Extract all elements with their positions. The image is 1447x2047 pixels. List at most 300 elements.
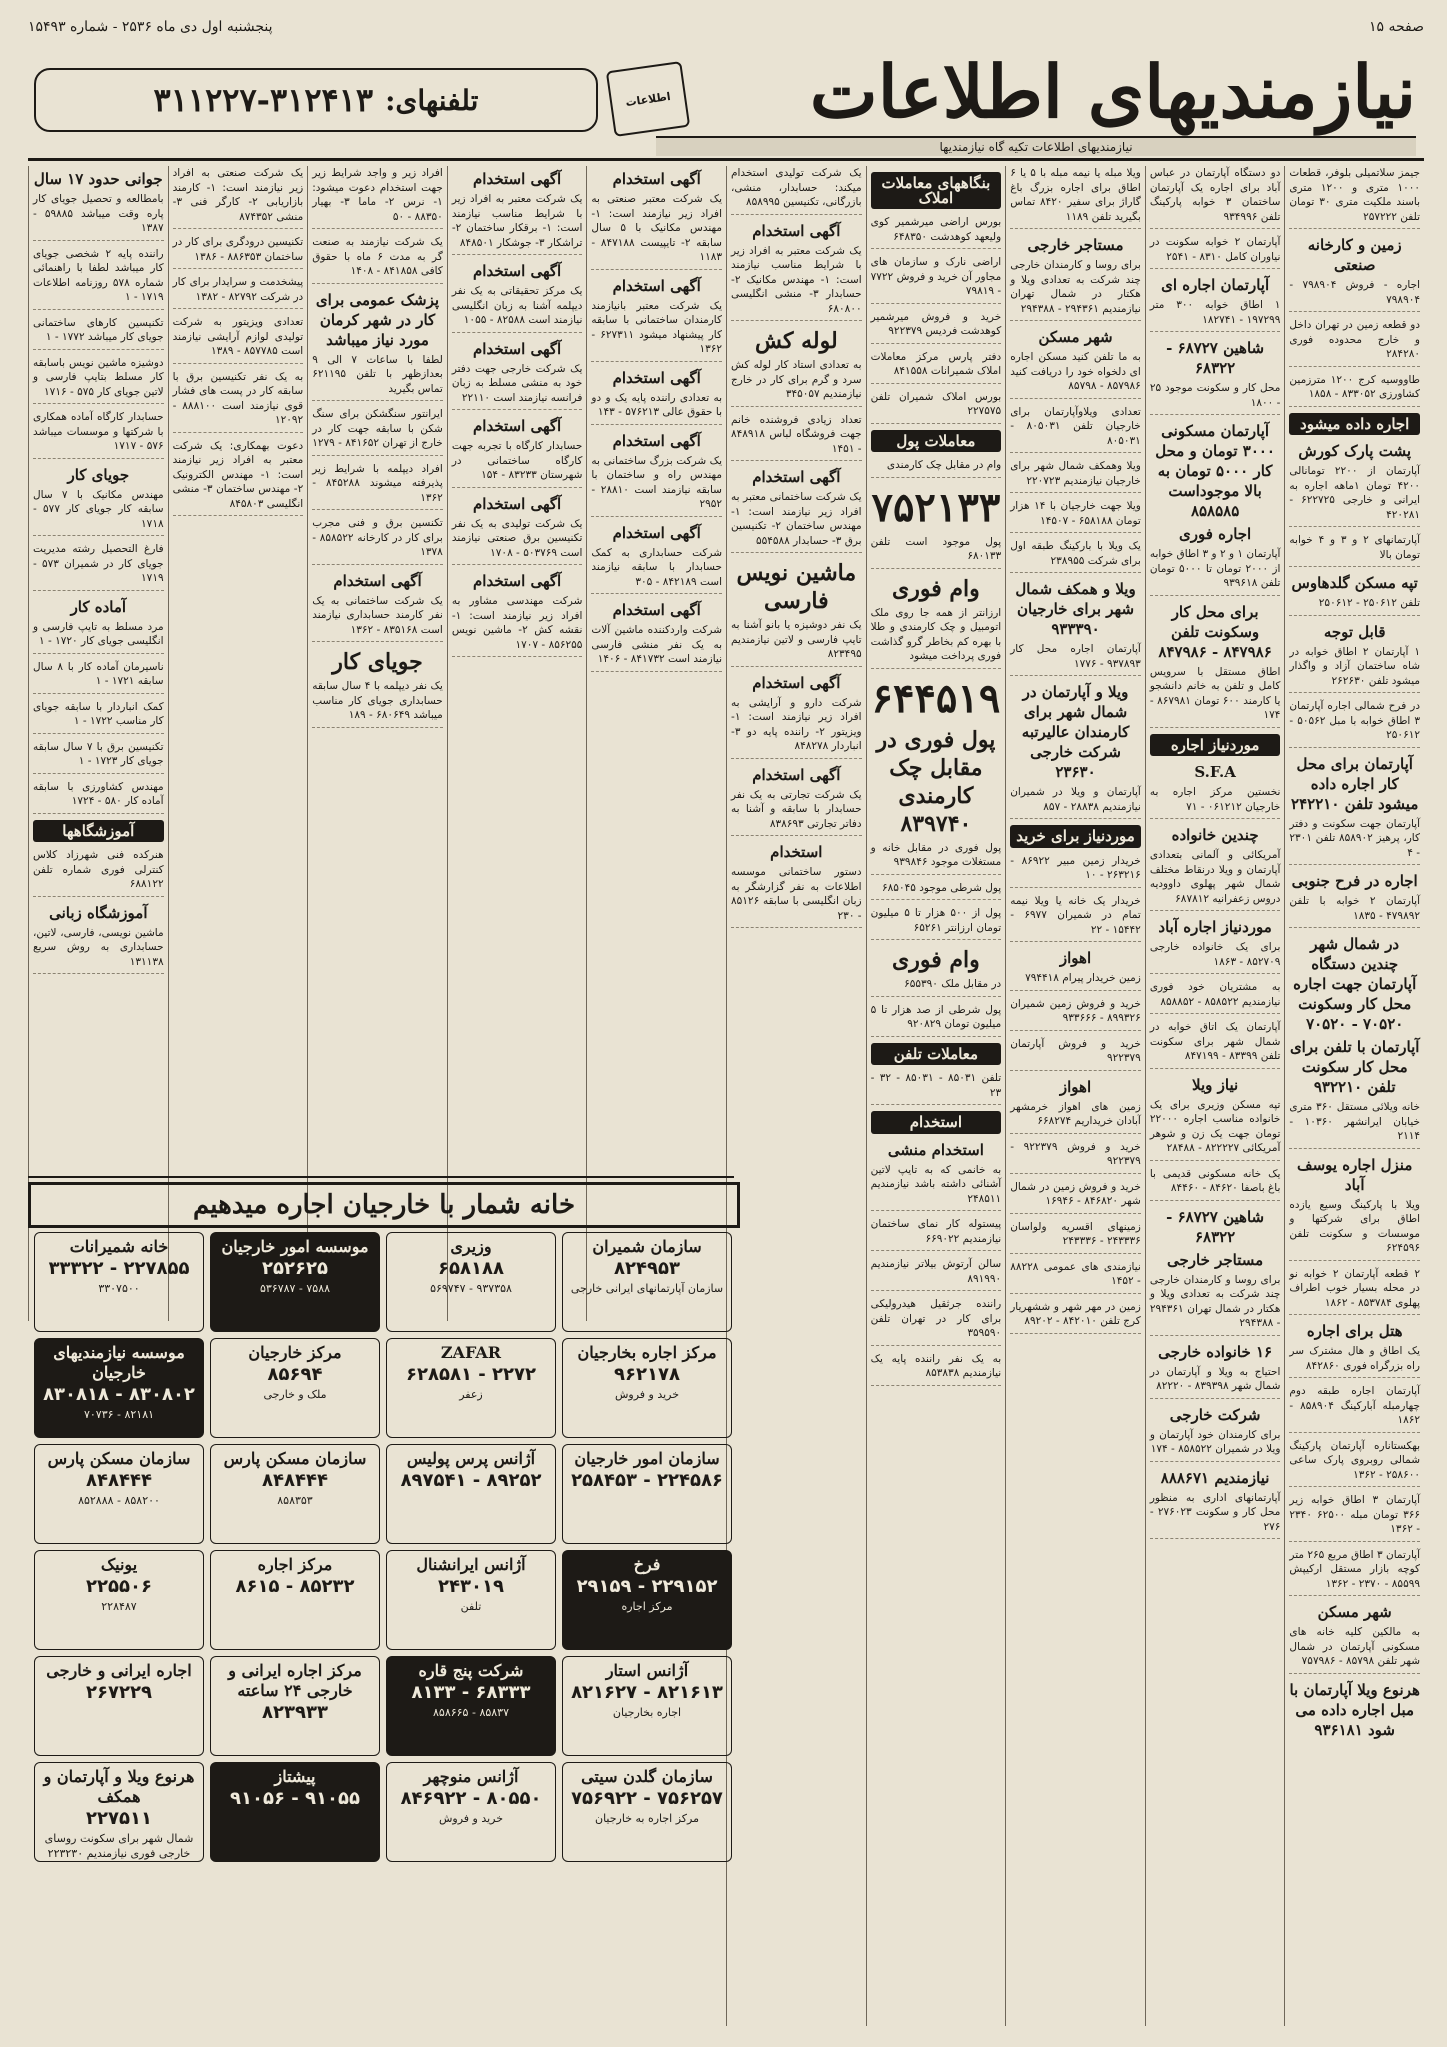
classified-ad: آپارتمان اجاره طبقه دوم چهارمبله آبارکینگ ۸۵۸۹۰۴ - ۱۸۶۲: [1289, 1384, 1420, 1433]
agency-note: تلفن: [460, 1600, 482, 1613]
ad-heading: نیاز ویلا: [1192, 1075, 1239, 1094]
agency-name: هرنوع ویلا و آپارتمان و همکف: [43, 1767, 195, 1806]
section-heading: اجاره داده میشود: [1289, 413, 1420, 436]
agency-tel: ۹۱۰۵۵ - ۹۱۰۵۶: [230, 1788, 360, 1809]
classified-ad: سالن آرتوش بیلاتر نیازمندیم ۸۹۱۹۹۰: [871, 1257, 1002, 1291]
agency-tel: ۸۹۲۵۲ - ۸۹۷۵۴۱: [400, 1470, 542, 1491]
issue-date: پنجشنبه اول دی ماه ۲۵۳۶ - شماره ۱۵۴۹۳: [28, 19, 273, 35]
agency-name: سازمان مسکن پارس: [223, 1449, 367, 1468]
masthead: [28, 46, 1424, 161]
classified-ad: بهکستاناره آپارتمان پارکینگ شمالی روبروی پارک ساعی ۲۵۸۶۰۰ - ۱۳۶۲: [1289, 1439, 1420, 1488]
classified-ad: زمین در مهر شهر و ششهریار کرج تلفن ۸۴۲۰۱۰ - ۸۹۲۰۲: [1010, 1300, 1141, 1334]
classified-ad: تکنیسین کارهای ساختمانی جویای کار میباشد ۱۷۷۲ - ۱: [33, 316, 164, 350]
agency-tel: ۸۲۳۹۳۳: [262, 1702, 328, 1723]
agency-name: مرکز اجاره بخارجیان: [577, 1343, 717, 1362]
ad-heading: اهواز: [1059, 1077, 1092, 1096]
classified-ad: پول فوری در مقابل خانه و مستغلات موجود ۹۳۹۸۴۶: [871, 841, 1002, 875]
classified-ad: یک شرکت معتبر صنعتی به افراد زیر نیازمند است: ۱- مهندس مکانیک با ۵ سال سابقه ۲- تایپیست ۸۴۷۱۸۸ - ۱۱۸۳: [591, 192, 722, 270]
classified-ad: وام در مقابل چک کارمندی: [871, 458, 1002, 478]
classified-ad: مهندس کشاورزی با سابقه آماده کار ۵۸۰ - ۱۷۲۴: [33, 780, 164, 814]
classified-ad: بورس اراضی میرشمیر کوی ولیعهد کوهدشت ۶۴۸۳۵۰: [871, 215, 1002, 249]
agency-tel: ۲۲۷۵۱۱: [86, 1808, 152, 1829]
ad-heading: آگهی استخدام: [612, 368, 701, 387]
classified-ad: ۱ آپارتمان ۲ اطاق خوابه در شاه ساختمان آزاد و واگذار میشود تلفن ۲۶۲۶۳۰: [1289, 645, 1420, 694]
classified-ad: یک خانه مسکونی قدیمی با باغ باصفا ۸۴۶۲۰ - ۸۴۴۶۰: [1150, 1167, 1281, 1201]
classified-ad: آپارتمان جهت سکونت و دفتر کار، پرهیز ۸۵۸۹۰۲ تلفن ۲۳۰۱ - ۴: [1289, 817, 1420, 866]
classified-ad: در فرح شمالی اجاره آپارتمان ۳ اطاق خوابه با مبل ۵۰۵۶۲ - ۲۵۰۶۱۲: [1289, 699, 1420, 748]
ad-heading: S.F.A: [1194, 763, 1236, 781]
section-heading: معاملات تلفن: [871, 1043, 1002, 1066]
classified-ad: پول موجود است تلفن ۶۸۰۱۳۳: [871, 535, 1002, 569]
classified-ad: یک شرکت صنعتی به افراد زیر نیازمند است: ۱- کارمند بازاریابی ۲- کارگر فنی ۳- منشی ۸۷۴۳۵۲: [173, 166, 304, 229]
classified-ad: یک شرکت تولیدی به یک نفر تکنیسین برق صنعتی نیازمند است ۵۰۳۷۶۹ - ۱۷۰۸: [452, 517, 583, 566]
ad-heading: شهر مسکن: [1317, 1603, 1392, 1621]
ad-heading: شاهین ۶۸۷۲۷ - ۶۸۳۲۲: [1166, 1207, 1265, 1246]
agency-ad: [210, 1656, 380, 1756]
ad-heading: هتل برای اجاره: [1306, 1322, 1403, 1340]
classified-ad: ایرانتور سنگشکن برای سنگ شکن با سابقه جهت کار در خارج از تهران ۸۴۱۶۵۲ - ۱۲۷۹: [312, 407, 443, 456]
ad-heading: اهواز: [1059, 949, 1092, 967]
classified-ad: آپارتمان و ویلا در شمیران نیازمندیم ۲۸۸۳۸ - ۸۵۷: [1010, 785, 1141, 819]
classified-ad: یک شرکت نیازمند به صنعت گر به مدت ۶ ماه با حقوق کافی ۸۴۱۸۵۸ - ۱۴۰۸: [312, 235, 443, 284]
agency-ad: [34, 1338, 204, 1438]
ad-heading: شهر مسکن: [1038, 328, 1113, 346]
agency-ad: [210, 1550, 380, 1650]
classified-ad: فارغ التحصیل رشته مدیریت جویای کار در شمیران ۵۷۳ - ۱۷۱۹: [33, 542, 164, 591]
agency-ad: [210, 1338, 380, 1438]
classified-ad: یک شرکت تجارتی به یک نفر حسابدار با سابقه و آشنا به دفاتر تجارتی ۸۳۸۶۹۳: [731, 788, 862, 837]
ad-heading: ۱۶ خانواده خارجی: [1158, 1342, 1273, 1361]
agency-tel: ۸۳۰۸۰۲ - ۸۳۰۸۱۸: [43, 1384, 195, 1405]
ad-heading: ویلا و آپارتمان در شمال شهر برای کارمندان عالیرتبه شرکت خارجی ۲۳۶۳۰: [1021, 683, 1130, 781]
classified-ad: به مشتریان خود فوری نیازمندیم ۸۵۸۵۲۲ - ۸۵۸۸۵۲: [1150, 980, 1281, 1014]
classified-ad: شرکت حسابداری به کمک حسابدار با سابقه نیازمند است ۸۴۲۱۸۹ - ۳۰۵: [591, 546, 722, 595]
ad-heading: آپارتمان مسکونی ۳۰۰۰ تومان و محل کار ۵۰۰۰ تومان به بالا موجوداست ۸۵۸۵۸۵: [1155, 422, 1275, 520]
classified-ad: پیستوله کار نمای ساختمان نیازمندیم ۶۶۹۰۲۲: [871, 1217, 1002, 1251]
classified-ad: یک شرکت معتبر به افراد زیر با شرایط مناسب نیازمند است: ۱- مهندس مکانیک ۲- حسابدار ۳- منشی انگلیسی ۶۸۰۸۰۰: [731, 244, 862, 322]
agency-name: سازمان مسکن پارس: [47, 1449, 191, 1468]
ad-heading: آپارتمان اجاره ای: [1161, 276, 1270, 294]
agency-note: شمال شهر برای سکونت روسای خارجی فوری نیازمندیم ۲۲۳۲۳۰: [44, 1832, 194, 1860]
agency-ad: [562, 1656, 732, 1756]
agency-name: خانه شمیرانات: [69, 1237, 169, 1256]
classified-ad: یک شرکت تولیدی استخدام میکند: حسابدار، منشی، بازرگانی، تکنیسین ۸۵۸۹۹۵: [731, 166, 862, 215]
ad-heading: ویلا و همکف شمال شهر برای خارجیان ۹۳۳۳۹۰: [1015, 580, 1136, 638]
classified-ad: شرکت واردکننده ماشین آلات به یک نفر منشی فارسی نیازمند است ۸۴۱۷۳۲ - ۱۴۰۶: [591, 623, 722, 672]
classified-ad: بورس املاک شمیران تلفن ۲۲۷۵۷۵: [871, 390, 1002, 424]
column-c10: [28, 166, 168, 1321]
ad-heading: مستاجر خارجی: [1167, 1250, 1264, 1269]
agency-note: ۸۵۸۳۷ - ۸۵۸۶۶۵: [433, 1706, 509, 1719]
ad-heading: قابل توجه: [1323, 622, 1386, 641]
classified-ad: تعدادی ویزیتور به شرکت تولیدی لوازم آرایشی نیازمند است ۸۵۷۷۸۵ - ۱۳۸۹: [173, 315, 304, 364]
agency-name: سازمان گلدن سیتی: [581, 1767, 713, 1786]
classified-ad: مهندس مکانیک با ۷ سال سابقه کار جویای کار ۵۷۷ - ۱۷۱۸: [33, 488, 164, 537]
classified-ad: نیازمندی های عمومی ۸۸۲۲۸ - ۱۴۵۲: [1010, 1260, 1141, 1294]
agency-tel: ۲۲۷۲ - ۶۲۸۵۸۱: [406, 1364, 536, 1385]
classified-ad: یک شرکت معتبر بانیازمند کارمندان ساختمانی با سابقه کار پیشنهاد میشود ۶۲۷۳۱۱ - ۱۳۶۲: [591, 299, 722, 362]
classified-ad: هنرکده فنی شهرزاد کلاس کنترلی فوری شماره تلفن ۶۸۸۱۲۲: [33, 848, 164, 897]
classified-ad: ماشین نویسی، فارسی، لاتین، حسابداری به روش سریع ۱۳۱۱۳۸: [33, 926, 164, 975]
agency-tel: ۲۶۷۲۲۹: [86, 1682, 152, 1703]
classified-ad: افراد دیپلمه با شرایط زیر پذیرفته میشوند ۸۴۵۲۸۸ - ۱۳۶۲: [312, 462, 443, 511]
agency-note: مرکز اجاره: [621, 1600, 673, 1613]
column-c6: [586, 166, 726, 1321]
agency-name: مرکز اجاره ایرانی و خارجی ۲۴ ساعته: [228, 1661, 362, 1700]
ad-heading: چندین خانواده: [1171, 826, 1259, 844]
classified-ad: ارزانتر از همه جا روی ملک اتومبیل و چک کارمندی و طلا با بهره کم بخاطر گرو گذاشت فوری پرداخت میشود: [871, 606, 1002, 669]
classified-ad: آپارتمانهای ۲ و ۳ و ۴ خوابه تومان بالا: [1289, 533, 1420, 567]
classified-ad: تکنیسین برق با ۷ سال سابقه جویای کار ۱۷۲۳ - ۱: [33, 740, 164, 774]
classified-ad: دعوت بهمکاری: یک شرکت معتبر به افراد زیر نیازمند است: ۱- مهندس الکترونیک ۲- مهندس ساختمان ۳- منشی انگلیسی ۸۴۵۸۰۳: [173, 439, 304, 517]
ad-heading: آپارتمان با تلفن برای محل کار سکونت تلفن ۹۳۲۲۱۰: [1289, 1038, 1420, 1096]
classified-ad: دو قطعه زمین در تهران داخل و خارج محدوده فوری ۲۸۴۲۸۰: [1289, 318, 1420, 367]
agency-name: موسسه امور خارجیان: [221, 1237, 369, 1256]
agency-note: خرید و فروش: [614, 1388, 680, 1401]
agency-name: مرکز خارجیان: [248, 1343, 342, 1362]
ad-heading: پزشک عمومی برای کار در شهر کرمان مورد نیاز میباشد: [315, 290, 440, 349]
classified-ad: آپارتمان ۲ خوابه با تلفن ۴۷۹۸۹۲ - ۱۸۳۵: [1289, 894, 1420, 928]
classified-ad: خرید و فروش زمین در شمال شهر ۸۴۶۸۲۰ - ۱۶۹۴۶: [1010, 1180, 1141, 1214]
agency-tel: ۸۰۵۵۰ - ۸۴۶۹۲۲: [400, 1788, 542, 1809]
ad-heading: لوله کش: [754, 328, 838, 354]
agency-note: خرید و فروش: [438, 1812, 504, 1825]
classified-ad: شرکت دارو و آرایشی به افراد زیر نیازمند است: ۱- ویزیتور ۲- راننده پایه دو ۳- انباردار ۸۴۸۲۷۸: [731, 696, 862, 759]
ad-heading: وام فوری: [892, 947, 980, 973]
agency-tel: ۲۲۴۵۸۶ - ۲۵۸۴۵۳: [571, 1470, 723, 1491]
classified-ad: یک ویلا با بارکینگ طبقه اول برای شرکت ۲۳۸۹۵۵: [1010, 539, 1141, 573]
classified-ad: خریدار یک خانه یا ویلا نیمه تمام در شمیران ۶۹۷۷ - ۱۵۴۴۲ - ۲۲: [1010, 894, 1141, 943]
classified-ad: اجاره - فروش ۷۹۸۹۰۴ - ۷۹۸۹۰۴: [1289, 278, 1420, 312]
classified-ad: ۲ قطعه آپارتمان ۲ خوابه نو در محله بسیار خوب اطراف پهلوی ۸۵۳۷۸۴ - ۱۸۶۲: [1289, 1267, 1420, 1316]
agency-ad: [386, 1550, 556, 1650]
ad-heading: زمین و کارخانه صنعتی: [1307, 236, 1402, 274]
agency-ad: [562, 1232, 732, 1332]
agency-note: ۳۳۰۷۵۰۰: [98, 1282, 140, 1295]
classified-ad: به یک نفر تکنیسین برق با سابقه کار در پست های فشار قوی نیازمند است ۸۸۸۱۰۰ - ۱۲۰۹۲: [173, 370, 304, 433]
agency-ad: [562, 1550, 732, 1650]
classified-ad: اطاق مستقل با سرویس کامل و تلفن به خانم دانشجو یا کارمند ۶۰۰ تومان ۸۶۷۹۸۱ - ۱۷۴: [1150, 665, 1281, 728]
classified-ad: ویلا جهت خارجیان با ۱۴ هزار تومان ۶۵۸۱۸۸ - ۱۴۵۰۷: [1010, 499, 1141, 533]
classified-ad: خریدار زمین مبیر ۸۶۹۲۲ - ۲۶۳۲۱۶ - ۱۰: [1010, 854, 1141, 888]
ad-heading: جویای کار: [332, 649, 423, 675]
agency-ad: [386, 1338, 556, 1438]
ad-heading: جویای کار: [67, 465, 130, 484]
agency-tel: ۷۵۶۲۵۷ - ۷۵۶۹۲۲: [571, 1788, 723, 1809]
phone-box: [34, 68, 598, 132]
ad-heading: منزل اجاره یوسف آباد: [1297, 1155, 1413, 1194]
column-c4: [866, 166, 1006, 2026]
classified-ad: راننده جرثقیل هیدرولیکی برای کار در تهران تلفن ۳۵۹۵۹۰: [871, 1297, 1002, 1346]
ad-heading: استخدام: [770, 843, 823, 861]
agency-name: فرخ: [633, 1555, 661, 1574]
agency-tel: ۸۵۶۹۴: [267, 1364, 323, 1385]
agency-note: زعفر: [459, 1388, 483, 1401]
classified-ad: پول شرطی از صد هزار تا ۵ میلیون تومان ۹۲۰۸۲۹: [871, 1003, 1002, 1037]
ad-heading: آگهی استخدام: [472, 494, 562, 513]
agency-tel: ۹۶۲۱۷۸: [614, 1364, 680, 1385]
ad-heading: ۶۴۴۵۱۹: [871, 674, 1001, 722]
section-heading: معاملات پول: [871, 430, 1002, 453]
classified-ad: زمینهای اقسریه ولواسان ۲۴۳۳۳۶ - ۲۴۳۳۳۶: [1010, 1220, 1141, 1254]
agency-name: یونیک: [100, 1555, 138, 1574]
classified-ad: به ما تلفن کنید مسکن اجاره ای دلخواه خود را دریافت کنید ۸۵۷۹۸۶ - ۸۵۷۹۸: [1010, 350, 1141, 399]
classified-ad: ۱ اطاق خوابه ۳۰۰ متر ۱۹۷۲۹۹ - ۱۸۲۷۴۱: [1150, 298, 1281, 332]
ad-heading: آگهی استخدام: [612, 170, 701, 188]
agency-note: ۷۵۸۸ - ۵۳۶۷۸۷: [259, 1282, 331, 1295]
classified-ad: در مقابل ملک ۶۵۵۳۹۰: [871, 977, 1002, 997]
classified-ad: برای یک خانواده خارجی ۸۵۲۷۰۹ - ۱۸۶۳: [1150, 940, 1281, 974]
classified-ad: خرید و فروش زمین شمیران ۸۹۹۳۲۶ - ۹۳۳۶۶۶: [1010, 997, 1141, 1031]
ad-heading: آگهی استخدام: [612, 523, 701, 542]
classified-ad: طاووسیه کرج ۱۲۰۰ مترزمین کشاورزی ۸۳۳۰۵۲ - ۱۸۵۸: [1289, 373, 1420, 407]
classified-ad: حسابدار کارگاه با تجربه جهت کارگاه ساختمانی در شهرستان ۸۳۲۳۳ - ۱۵۴: [452, 439, 583, 488]
classified-ad: دو دستگاه آپارتمان در عباس آباد برای اجاره یک آپارتمان ساختمان ۳ خوابه پارکینگ تلفن ۹۳۴۹۹۶: [1150, 166, 1281, 229]
classified-ad: یک شرکت ساختمانی معتبر به افراد زیر نیازمند است: ۱- مهندس ساختمان ۲- تکنیسین برق ۳- حسابدار ۵۵۴۵۸۸: [731, 490, 862, 553]
classified-ad: پول شرطی موجود ۶۸۵۰۴۵: [871, 881, 1002, 901]
agency-ad: [562, 1762, 732, 1862]
classified-ad: به تعدادی استاد کار لوله کش سرد و گرم برای کار در خارج نیازمندیم ۳۴۵۰۵۷: [731, 358, 862, 407]
classified-ad: آپارتمان اجاره محل کار ۹۳۷۸۹۳ - ۱۷۷۶: [1010, 642, 1141, 676]
section-heading: بنگاههای معاملات املاک: [871, 172, 1002, 209]
classified-ad: پیشخدمت و سرایدار برای کار در شرکت ۸۲۷۹۲ - ۱۳۸۲: [173, 275, 304, 309]
classified-ad: تلفن ۸۵۰۳۱ - ۸۵۰۳۱ - ۳۲ - ۲۳: [871, 1071, 1002, 1105]
agency-name: شرکت پنج قاره: [418, 1661, 524, 1680]
agency-ad: [562, 1444, 732, 1544]
classified-ad: یک مرکز تحقیقاتی به یک نفر دیپلمه آشنا به زبان انگلیسی نیازمند است ۸۲۵۸۸ - ۱۰۵۵: [452, 284, 583, 333]
agency-note: سازمان آپارتمانهای ایرانی خارجی: [570, 1282, 724, 1295]
ad-heading: جوانی حدود ۱۷ سال: [33, 170, 163, 188]
ad-heading: آگهی استخدام: [752, 221, 841, 240]
column-c8: [307, 166, 447, 1321]
agency-ad: [386, 1232, 556, 1332]
agency-ad: [210, 1762, 380, 1862]
classified-ad: یک شرکت بزرگ ساختمانی به مهندس راه و ساختمان با سابقه نیازمند است ۲۸۸۱۰ - ۲۹۵۲: [591, 454, 722, 517]
classified-ad: زمین خریدار پیرام ۷۹۴۴۱۸: [1010, 971, 1141, 991]
classified-ad: یک نفر دوشیزه یا بانو آشنا به تایپ فارسی و لاتین نیازمندیم ۸۲۳۴۹۵: [731, 618, 862, 667]
classified-ad: شرکت مهندسی مشاور به افراد زیر نیازمند است: ۱- نقشه کش ۲- ماشین نویس ۸۵۶۲۵۵ - ۱۷۰۷: [452, 594, 583, 657]
classified-ad: نخستین مرکز اجاره به خارجیان ۰۶۱۲۱۲ - ۷۱: [1150, 785, 1281, 819]
classified-ad: آپارتمان یک اتاق خوابه در شمال شهر برای سکونت تلفن ۸۳۳۹۹ - ۸۴۷۱۹۹: [1150, 1020, 1281, 1069]
classified-ad: مرد مسلط به تایپ فارسی و انگلیسی جویای کار ۱۷۲۰ - ۱: [33, 620, 164, 654]
classified-ad: تلفن ۲۵۰۶۱۲ - ۲۵۰۶۱۲: [1289, 596, 1420, 616]
ad-heading: آماده کار: [70, 597, 127, 616]
ad-heading: وام فوری: [892, 575, 980, 602]
classified-ad: تپه مسکن وزیری برای یک خانواده مناسب اجاره ۲۲۰۰۰ تومان جهت یک زن و شوهر آمریکائی ۸۲۲۲۲۷ - ۲۸۴۸۸: [1150, 1098, 1281, 1161]
agency-note: ۹۳۷۳۵۸ - ۵۶۹۷۴۷: [430, 1282, 512, 1295]
agency-name: آژانس پرس پولیس: [406, 1449, 536, 1468]
section-heading: آموزشگاهها: [33, 820, 164, 843]
classified-ad: ویلا مبله یا نیمه مبله با ۵ یا ۶ اطاق برای اجاره بزرگ باغ گاراژ برای سفیر ۸۴۲۰ تماس بگیرید تلفن ۱۱۸۹: [1010, 166, 1141, 229]
agency-note: مرکز اجاره به خارجیان: [594, 1812, 699, 1825]
agency-note: ۸۲۱۸۱ - ۷۰۷۳۶: [83, 1408, 155, 1421]
classified-ad: ویلا با پارکینگ وسیع یازده اطاق برای شرکتها و موسسات و سکونت تلفن ۶۲۴۵۹۶: [1289, 1198, 1420, 1261]
classified-ad: افراد زیر و واجد شرایط زیر جهت استخدام دعوت میشود: ۱- نرس ۲- ماما ۳- بهیار ۸۸۳۵۰ - ۵۰: [312, 166, 443, 229]
classified-ad: به مالکین کلیه خانه های مسکونی آپارتمان در شمال شهر تلفن ۸۵۷۹۸ - ۷۵۷۹۸۶: [1289, 1625, 1420, 1674]
agency-name: سازمان شمیران: [592, 1237, 702, 1256]
agency-name: اجاره ایرانی و خارجی: [46, 1661, 192, 1680]
classified-ad: به یک نفر راننده پایه یک نیازمندیم ۸۵۳۸۳۸: [871, 1352, 1002, 1386]
masthead-subtitle: نیازمندیهای اطلاعات تکیه گاه نیازمندیها: [656, 136, 1416, 156]
classified-ad: پول از ۵۰۰ هزار تا ۵ میلیون تومان ارزانتر ۶۵۲۶۱: [871, 906, 1002, 940]
column-c3: [1005, 166, 1145, 2026]
ad-heading: آگهی استخدام: [472, 262, 562, 280]
classified-ad: تکنسین برق و فنی مجرب برای کار در کارخانه ۸۵۸۵۲۲ - ۱۳۷۸: [312, 516, 443, 565]
classified-ad: راننده پایه ۲ شخصی جویای کار میباشد لطفا با راهنمائی شماره ۵۷۸ روزنامه اطلاعات ۱۷۱۹ - ۱: [33, 247, 164, 310]
agency-tel: ۸۵۲۳۲ - ۸۶۱۵: [235, 1576, 355, 1597]
ad-heading: آگهی استخدام: [752, 673, 841, 692]
ad-heading: آگهی استخدام: [333, 571, 422, 590]
column-c1: [1284, 166, 1424, 2026]
section-heading: موردنیاز برای خرید: [1010, 825, 1141, 848]
column-c7: [447, 166, 587, 1321]
classified-ad: زمین های اهواز خرمشهر آبادان خریداریم ۶۶۸۲۷۴: [1010, 1100, 1141, 1134]
agency-note: ۲۲۸۴۸۷: [101, 1600, 137, 1613]
column-c2: [1145, 166, 1285, 2026]
agency-tel: ۸۲۴۹۵۳: [614, 1258, 680, 1279]
classified-ad: به خانمی که به تایپ لاتین آشنائی داشته باشد نیازمندیم ۲۴۸۵۱۱: [871, 1163, 1002, 1212]
phones-number: ۳۱۱۲۲۷-۳۱۲۴۱۳: [153, 81, 374, 119]
ad-heading: ماشین نویس فارسی: [736, 560, 857, 614]
agency-name: ZAFAR: [440, 1343, 502, 1362]
classified-ad: ناسیرمان آماده کار با ۸ سال سابقه ۱۷۲۱ - ۱: [33, 660, 164, 694]
classified-ad: آپارتمان ۲ خوابه سکونت در نیاوران کامل ۸۳۱۰ - ۲۵۴۱: [1150, 235, 1281, 269]
classified-ad: خانه ویلائی مستقل ۳۶۰ متری خیابان ایرانشهر ۱۰۳۶۰ - ۲۱۱۴: [1289, 1100, 1420, 1149]
agency-name: آژانس استار: [605, 1661, 689, 1680]
agency-note: ملک و خارجی: [263, 1388, 327, 1401]
agency-name: آژانس ایرانشنال: [416, 1555, 526, 1574]
classified-ad: تعداد زیادی فروشنده خانم جهت فروشگاه لباس ۸۴۸۹۱۸ - ۱۴۵۱: [731, 413, 862, 462]
classified-ad: تکنیسین درودگری برای کار در ساختمان ۸۸۶۳۵۳ - ۱۳۸۶: [173, 235, 304, 269]
agency-ad: [386, 1762, 556, 1862]
agency-note: ۸۵۸۲۰۰ - ۸۵۲۸۸۸: [78, 1494, 160, 1507]
agency-ad: [34, 1232, 204, 1332]
section-heading: استخدام: [871, 1111, 1002, 1134]
classified-ad: حسابدار کارگاه آماده همکاری با شرکتها و موسسات میباشد ۵۷۶ - ۱۷۱۷: [33, 410, 164, 459]
classified-ad: بامطالعه و تحصیل جویای کار پاره وقت میباشد ۵۹۸۸۵ - ۱۳۸۷: [33, 192, 164, 241]
ad-heading: آپارتمان برای محل کار اجاره داده میشود تلفن ۲۴۲۲۱۰: [1291, 754, 1419, 813]
agency-name: وزیری: [450, 1237, 492, 1256]
ad-heading: استخدام منشی: [887, 1140, 984, 1159]
classified-ad: تعدادی ویلاوآپارتمان برای خارجیان تلفن ۸۰۵۰۳۱ - ۸۰۵۰۳۱: [1010, 405, 1141, 454]
agency-name: پیشتاز: [274, 1767, 316, 1786]
classified-ad: آپارتمان ۱ و ۲ و ۳ اطاق خوابه از ۲۰۰۰ تومان تا ۵۰۰۰ تومان تلفن ۹۳۹۶۱۸: [1150, 547, 1281, 596]
agency-tel: ۶۵۸۱۸۸: [438, 1258, 504, 1279]
agency-ad: [34, 1656, 204, 1756]
agency-ad: [386, 1656, 556, 1756]
ad-heading: شاهین ۶۸۷۲۷ - ۶۸۳۲۲: [1166, 339, 1265, 377]
top-line: [28, 14, 1424, 40]
ad-heading: اجاره فوری: [1178, 525, 1252, 543]
agency-tel: ۸۲۱۶۱۳ - ۸۲۱۶۲۷: [571, 1682, 723, 1703]
agency-tel: ۲۲۵۵۰۶: [86, 1576, 152, 1597]
agency-note: اجاره بخارجیان: [612, 1706, 682, 1719]
classified-ad: یک شرکت خارجی جهت دفتر خود به منشی مسلط به زبان فرانسه نیازمند است ۲۲۱۱۰: [452, 362, 583, 411]
classified-ad: آپارتمانهای اداری به منظور محل کار و سکونت ۲۷۶۰۲۳ - ۲۷۶: [1150, 1491, 1281, 1540]
ad-heading: آگهی استخدام: [472, 417, 562, 435]
classified-ad: به تعدادی راننده پایه یک و دو با حقوق عالی ۵۷۶۲۱۳ - ۱۴۳: [591, 391, 722, 425]
classified-ad: خرید و فروش آپارتمان ۹۲۲۳۷۹: [1010, 1037, 1141, 1071]
ad-heading: آگهی استخدام: [612, 431, 701, 450]
ad-heading: آگهی استخدام: [472, 339, 562, 358]
ad-heading: شرکت خارجی: [1169, 1405, 1261, 1424]
ad-heading: نیازمندیم ۸۸۸۶۷۱: [1160, 1468, 1270, 1487]
ad-heading: هرنوع ویلا آپارتمان با مبل اجاره داده می شود ۹۳۶۱۸۱: [1289, 1680, 1420, 1739]
classified-ad: ویلا وهمکف شمال شهر برای خارجیان نیازمندیم ۲۲۰۷۲۳: [1010, 459, 1141, 493]
classified-ad: برای روسا و کارمندان خارجی چند شرکت به تعدادی ویلا و هکتار در شمال تهران نیازمندیم ۲۹۴۳۶۱ - ۲۹۴۳۸۸: [1010, 258, 1141, 321]
agency-ad: [34, 1444, 204, 1544]
ad-heading: آموزشگاه زبانی: [49, 903, 148, 922]
newspaper-page: [28, 14, 1424, 2034]
column-c9: [168, 166, 308, 1321]
ad-heading: آگهی استخدام: [752, 468, 841, 486]
ad-heading: پول فوری در مقابل چک کارمندی ۸۳۹۷۴۰: [876, 726, 996, 837]
ad-heading: آگهی استخدام: [472, 170, 562, 188]
ad-heading: مستاجر خارجی: [1027, 236, 1124, 254]
phones-label: تلفنهای:: [385, 83, 479, 117]
classified-ad: آپارتمان از ۲۲۰۰ تومانالی ۴۲۰۰ تومان ۱ماهه اجاره به ایرانی و خارجی ۶۲۲۷۲۵ - ۴۲۰۲۸۱: [1289, 464, 1420, 527]
agency-ad: [34, 1550, 204, 1650]
agencies-block: [28, 1176, 734, 1876]
ad-heading: آگهی استخدام: [612, 276, 701, 295]
ad-heading: برای محل کار وسکونت تلفن ۸۴۷۹۸۶ - ۸۴۷۹۸۶: [1158, 602, 1272, 661]
classified-ad: کمک انباردار با سابقه جویای کار مناسب ۱۷۲۲ - ۱: [33, 700, 164, 734]
agency-tel: ۶۸۳۳۳ - ۸۱۳۳: [411, 1682, 531, 1703]
newspaper-logo: [606, 61, 690, 137]
agency-tel: ۸۴۸۴۴۴: [262, 1470, 328, 1491]
classified-ad: برای کارمندان خود آپارتمان و ویلا در شمیران ۸۵۸۵۲۲ - ۱۷۴: [1150, 1428, 1281, 1462]
agency-tel: ۸۴۸۴۴۴: [86, 1470, 152, 1491]
classified-ad: دستور ساختمانی موسسه اطلاعات به نفر گزارشگر به زبان انگلیسی با سابقه ۸۵۱۲۶ - ۲۳۰: [731, 865, 862, 928]
ad-heading: اجاره در فرح جنوبی: [1291, 872, 1418, 890]
classified-ad: دفتر پارس مرکز معاملات املاک شمیرانات ۸۴۱۵۵۸: [871, 350, 1002, 384]
classified-ad: لطفا با ساعات ۷ الی ۹ بعدازظهر با تلفن ۶۲۱۱۹۵ تماس بگیرید: [312, 353, 443, 402]
logo-text: اطلاعات: [624, 89, 672, 109]
page-number: صفحه ۱۵: [1368, 19, 1424, 35]
ad-heading: پشت پارک کورش: [1298, 442, 1411, 460]
agency-tel: ۲۵۲۶۲۵: [262, 1258, 328, 1279]
ad-heading: ۷۵۲۱۳۳: [871, 483, 1001, 531]
classified-ad: احتیاج به ویلا و آپارتمان در شمال شهر ۸۳۹۳۹۸ - ۸۲۲۲۰: [1150, 1365, 1281, 1399]
classified-ad: آپارتمان ۳ اطاق خوابه زیر ۳۶۶ تومان مبله ۶۲۵۰۰ ۲۳۴۰ - ۱۳۶۲: [1289, 1493, 1420, 1542]
classified-ad: دوشیزه ماشین نویس باسابقه کار مسلط بتایپ فارسی و لاتین جویای کار ۵۷۵ - ۱۷۱۶: [33, 356, 164, 405]
agency-ad: [386, 1444, 556, 1544]
classified-ad: خرید و فروش ۹۲۲۳۷۹ - ۹۲۲۳۷۹: [1010, 1140, 1141, 1174]
agency-ad: [210, 1444, 380, 1544]
ad-heading: در شمال شهر چندین دستگاه آپارتمان جهت اجاره محل کار وسکونت ۷۰۵۲۰ - ۷۰۵۲۰: [1293, 935, 1417, 1033]
column-c5: [726, 166, 866, 2026]
agencies-banner: خانه شمار با خارجیان اجاره میدهیم: [28, 1182, 740, 1228]
agency-note: ۸۵۸۳۵۳: [277, 1494, 313, 1507]
classified-ad: یک نفر دیپلمه با ۴ سال سابقه حسابداری جویای کار مناسب میباشد ۶۸۰۶۴۹ - ۱۸۹: [312, 679, 443, 728]
classified-ad: آمریکائی و آلمانی بتعدادی آپارتمان و ویلا درنقاط مختلف شمال شهر پهلوی داوودیه دروس زعفرانیه ۶۸۷۸۱۲: [1150, 848, 1281, 911]
agency-name: موسسه نیازمندیهای خارجیان: [53, 1343, 185, 1382]
agency-tel: ۲۲۷۸۵۵ - ۳۳۳۲۲: [48, 1258, 190, 1279]
agency-tel: ۲۲۹۱۵۲ - ۲۹۱۵۹: [576, 1576, 718, 1597]
agency-name: آژانس منوچهر: [423, 1767, 519, 1786]
masthead-title: نیازمندیهای اطلاعات: [809, 49, 1416, 134]
ad-heading: موردنیاز اجاره آباد: [1158, 918, 1272, 936]
classified-ad: جیمز سلاتمیلی بلوفر، قطعات ۱۰۰۰ متری و ۱۲۰۰ متری باسند ملکیت متری ۳۰ تومان تلفن ۲۵۷۲۲۲: [1289, 166, 1420, 229]
ad-heading: آگهی استخدام: [612, 601, 701, 619]
classified-ad: آپارتمان ۳ اطاق مربع ۲۶۵ متر کوچه بازار مستقل ارکیپش ۸۵۵۹۹ - ۲۳۷۰ - ۱۳۶۲: [1289, 1548, 1420, 1597]
ad-heading: آگهی استخدام: [472, 572, 562, 590]
agency-name: مرکز اجاره: [257, 1555, 333, 1574]
classified-ad: اراضی نارک و سازمان های مجاور آن خرید و فروش ۷۷۲۲ - ۷۹۸۱۹: [871, 255, 1002, 304]
classified-ad: محل کار و سکونت موجود ۲۵ - ۱۸۰۰: [1150, 381, 1281, 415]
agency-name: سازمان امور خارجیان: [574, 1449, 720, 1468]
agency-ad: [210, 1232, 380, 1332]
